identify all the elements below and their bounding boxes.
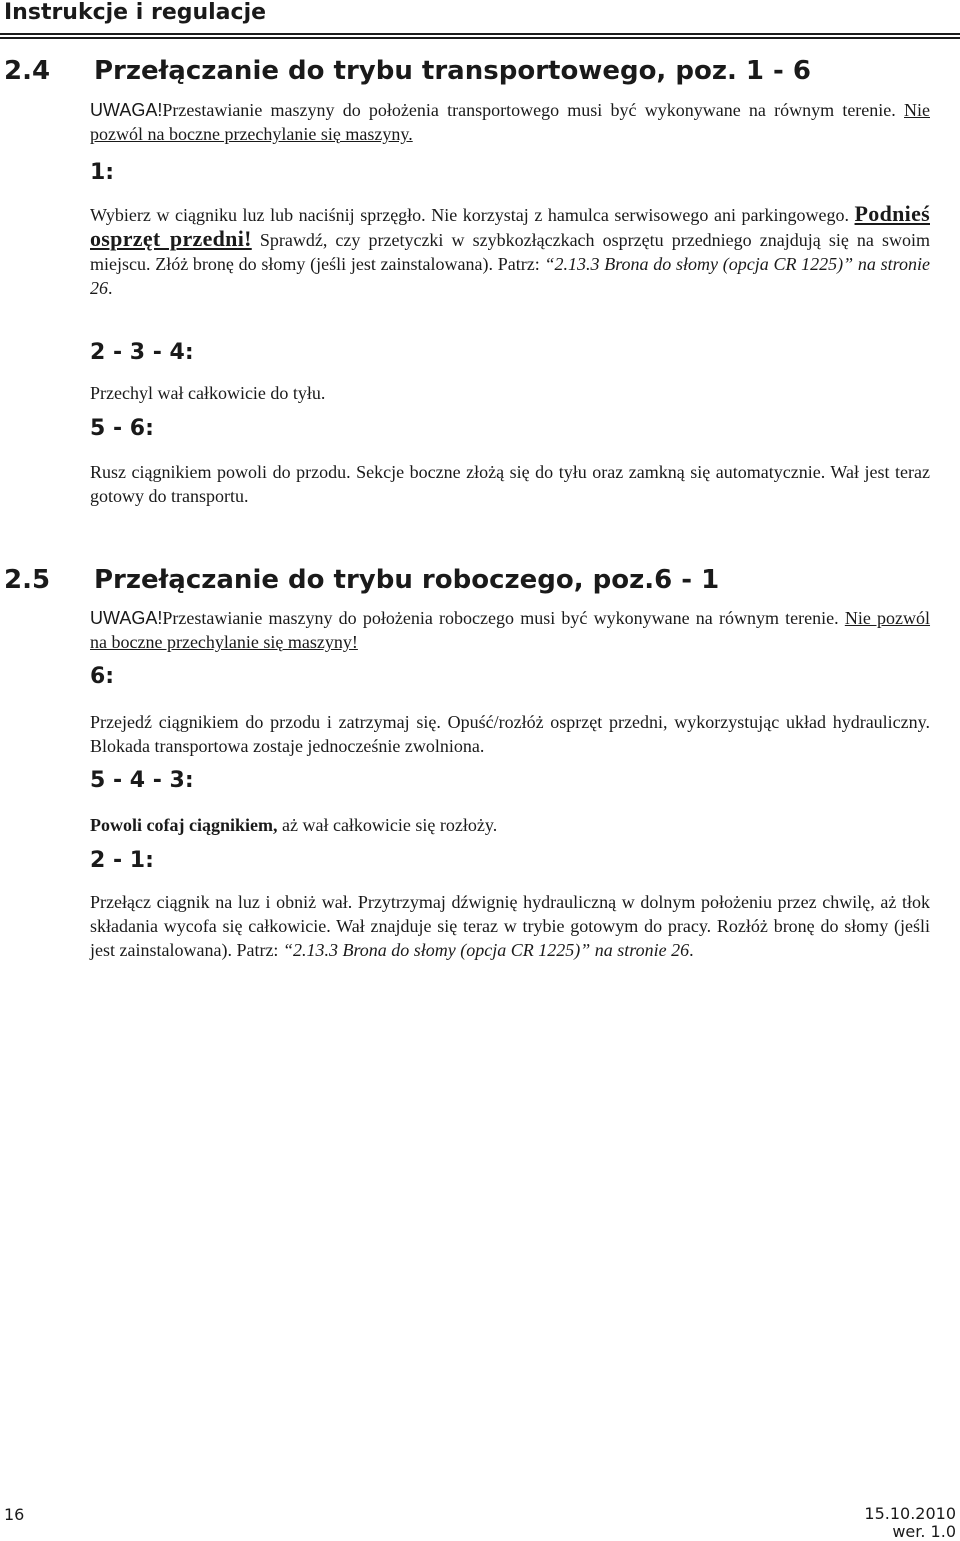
warning-label: UWAGA! — [90, 100, 163, 120]
step-paragraph: Przejedź ciągnikiem do przodu i zatrzymaj się. Opuść/rozłóż osprzęt przedni, wykorzystując układ hydrauliczny. Blokada transportowa zostaje jednocześnie zwolniona. — [90, 712, 930, 756]
cross-reference-link[interactable]: “2.13.3 Brona do słomy (opcja CR 1225)” na stronie 26 — [282, 940, 690, 960]
step-text-end: . — [108, 278, 113, 298]
warning-paragraph — [90, 606, 930, 654]
step-text: Wybierz w ciągniku luz lub naciśnij sprzęgło. Nie korzystaj z hamulca serwisowego ani parkingowego. — [90, 205, 849, 225]
page-number: 16 — [4, 1505, 25, 1524]
step-paragraph — [90, 202, 930, 300]
warning-emphasis: Nie pozwól na boczne przechylanie się maszyny! — [90, 608, 931, 652]
step-text: Sprawdź, czy przetyczki w szybkozłączkach osprzętu przedniego znajdują się na swoim miejscu. Złóż bronę do słomy (jeśli jest zainstalowana). Patrz: — [90, 230, 930, 274]
step-paragraph: Przechyl wał całkowicie do tyłu. — [90, 383, 326, 403]
warning-text: Przestawianie maszyny do położenia transportowego musi być wykonywane na równym terenie. — [162, 100, 904, 120]
warning-emphasis: Nie pozwól na boczne przechylanie się maszyny. — [90, 100, 930, 144]
section-heading-2-4 — [4, 56, 811, 86]
step-paragraph — [90, 890, 930, 962]
step-label: 2 - 3 - 4: — [90, 340, 194, 365]
step-label: 1: — [90, 160, 115, 185]
warning-label: UWAGA! — [90, 608, 163, 628]
step-emphasis: Powoli cofaj ciągnikiem, — [90, 815, 278, 835]
section-title: Przełączanie do trybu transportowego, poz. 1 - 6 — [94, 56, 811, 86]
footer-version: wer. 1.0 — [892, 1522, 956, 1541]
footer-info — [864, 1505, 956, 1541]
running-header-title: Instrukcje i regulacje — [4, 0, 267, 25]
footer-date: 15.10.2010 — [864, 1504, 956, 1523]
step-text-end: . — [689, 940, 694, 960]
header-divider — [0, 33, 960, 39]
section-number: 2.5 — [4, 565, 51, 595]
warning-text: Przestawianie maszyny do położenia roboczego musi być wykonywane na równym terenie. — [162, 608, 845, 628]
warning-paragraph — [90, 98, 930, 146]
step-text: aż wał całkowicie się rozłoży. — [277, 815, 498, 835]
step-label: 6: — [90, 664, 115, 689]
step-text: Przełącz ciągnik na luz i obniż wał. Przytrzymaj dźwignię hydrauliczną w dolnym położeniu przez chwilę, aż tłok składania wycofa się całkowicie. Wał znajduje się teraz w trybie gotowym do pracy. Rozłóż bronę do słomy (jeśli jest zainstalowana). Patrz: — [90, 892, 930, 960]
section-number: 2.4 — [4, 56, 51, 86]
step-paragraph — [90, 813, 930, 837]
step-emphasis: Podnieś osprzęt przedni! — [90, 201, 930, 251]
step-label: 2 - 1: — [90, 848, 154, 873]
section-title: Przełączanie do trybu roboczego, poz.6 - 1 — [94, 565, 720, 595]
section-heading-2-5 — [4, 565, 719, 595]
step-paragraph: Rusz ciągnikiem powoli do przodu. Sekcje boczne złożą się do tyłu oraz zamkną się automatycznie. Wał jest teraz gotowy do transportu. — [90, 462, 930, 506]
cross-reference-link[interactable]: “2.13.3 Brona do słomy (opcja CR 1225)” na stronie 26 — [90, 254, 930, 298]
step-label: 5 - 6: — [90, 416, 154, 441]
step-label: 5 - 4 - 3: — [90, 768, 194, 793]
